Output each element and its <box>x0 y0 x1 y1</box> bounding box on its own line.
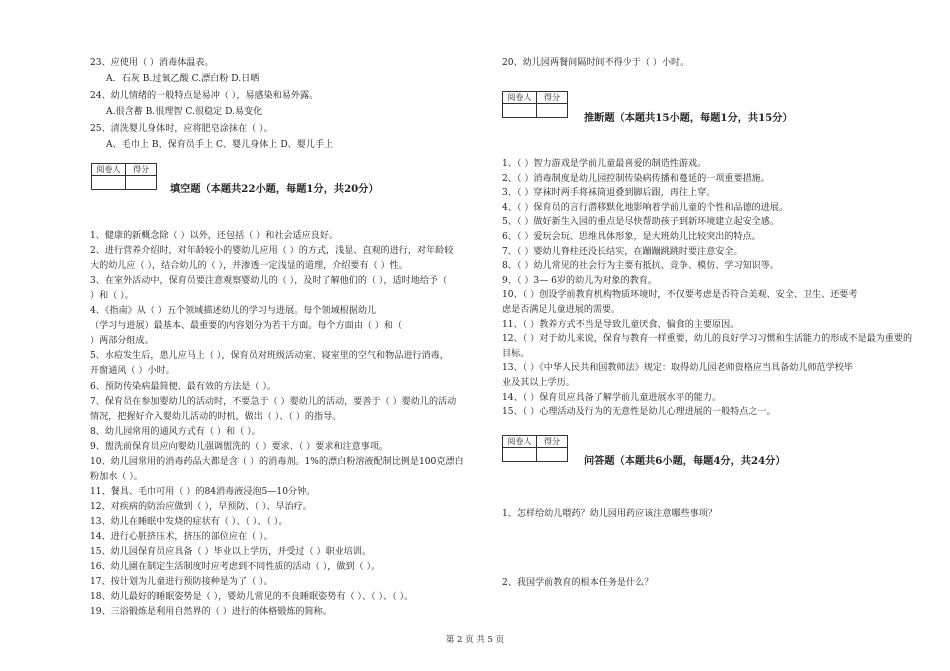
fill-line: 10、幼儿园常用的消毒药品大都是含（ ）的消毒剂。1%的漂白粉溶液配制比例是100克漂白 <box>90 456 464 467</box>
fill-line: ）两部分组成。 <box>90 336 154 347</box>
fill-line: 13、幼儿在睡眠中发烧的症状有（ ）、（ ）、（ ）。 <box>90 516 288 527</box>
fill-line: 开窗通风（ ）小时。 <box>90 366 175 377</box>
judge-line: 13、（ ）《中华人民共和国教师法》规定：取得幼儿园老师资格应当具备幼儿师范学校毕 <box>502 363 853 374</box>
judge-line: 8、（ ）幼儿常见的社会行为主要有抵抗、竞争、模仿、学习知识等。 <box>502 261 779 272</box>
fill-line: 3、在室外活动中，保育员要注意观察婴幼儿的（ ），及时了解他们的（ ），适时地给予（ <box>90 276 448 287</box>
fill-line: 14、进行心脏挤压术，挤压的部位应在（ ）。 <box>90 532 273 542</box>
fill-line: 15、幼儿园保育员应具备（ ）毕业以上学历，并受过（ ）职业培训。 <box>90 547 372 558</box>
judge-line: 12、（ ）对于幼儿来说，保育与教育一样重要，幼儿的良好学习习惯和生活能力的形成不是最为重要的 <box>502 334 913 345</box>
mc-line: 23、应使用（ ）消毒体温表。 <box>90 58 214 68</box>
judge-line: 目标。 <box>502 348 530 359</box>
score-cell[interactable] <box>537 104 568 118</box>
fill-score-box <box>91 163 157 190</box>
fill-line: 6、预防传染病最简便、最有效的方法是（ ）。 <box>90 381 277 392</box>
judge-line: 2、（ ）消毒制度是幼儿园控制传染病传播和蔓延的一项重要措施。 <box>502 173 770 184</box>
fill-line: 19、三浴锻炼是利用自然界的（ ）进行的体格锻炼的简称。 <box>90 607 332 618</box>
fill-line: 7、保育员在参加婴幼儿的活动时，不要急于（ ）婴幼儿的活动，要善于（ ）婴幼儿的活动 <box>90 396 457 407</box>
fill-line: 2、进行营养介绍时，对年龄较小的婴幼儿应用（ ）的方式，浅显、直观的进行，对年龄较 <box>90 246 454 257</box>
fill-line: 粉加水（ ）。 <box>90 471 143 482</box>
fill-line: （学习与进展）最基本、最重要的内容划分为若干方面。每个方面由（ ）和（ <box>90 321 403 332</box>
page-number: 第 2 页 共 5 页 <box>445 635 505 645</box>
fill-line: 8、幼儿园常用的通风方式有（ ）和（ ）。 <box>90 426 261 437</box>
fill-line: 16、幼儿園在制定生活制度时应考虑到不同性质的活动（ ），做到（ ）。 <box>90 562 381 573</box>
reviewer-cell[interactable] <box>503 104 537 118</box>
mc-line: A．石灰 B.过氧乙酸 C.漂白粉 D.日晒 <box>106 74 260 85</box>
fill-line: 4、《指南》从（ ）五个领域描述幼儿的学习与进展。每个领域根据幼儿 <box>90 306 377 317</box>
fill-line: ）和（ ）。 <box>90 291 134 302</box>
question-20: 20、幼儿园两餐间隔时间不得少于（ ）小时。 <box>502 58 690 68</box>
score-label: 得分 <box>126 164 157 176</box>
judge-line: 5、（ ）做好新生入园的重点是尽快帮助孩子到新环境建立起安全感。 <box>502 217 779 228</box>
judge-line: 虑是否满足儿童进展的需要。 <box>502 305 621 315</box>
judge-line: 7、（ ）婴幼儿脊柱还没长结实，在蹦蹦跳跳时要注意安全。 <box>502 246 743 257</box>
qa-section-title: 问答题（本题共6小题，每题4分，共24分） <box>584 455 786 467</box>
mc-line: A.很含蓄 B.很理智 C.很稳定 D.易变化 <box>106 107 263 118</box>
fill-line: 18、幼儿最好的睡眠姿势是（ ），婴幼儿常见的不良睡眠姿势有（ ）、（ ）、（ ）。 <box>90 592 414 603</box>
judge-line: 14、（ ）保育员应具备了解学前儿童进展水平的能力。 <box>502 392 722 403</box>
judge-section-title: 推断题（本题共15小题，每题1分，共15分） <box>584 112 793 124</box>
judge-line: 15、（ ）心理活动及行为的无意性是幼儿心理进展的一般特点之一。 <box>502 407 776 418</box>
fill-line: 9、盥洗前保育员应向婴幼儿强调盥洗的（ ）要求、（ ）要求和注意事项。 <box>90 441 389 452</box>
fill-line: 情况，把握好介入婴幼儿活动的时机，做出（ ）、（ ）的指导。 <box>90 411 342 422</box>
fill-line: 大的幼儿应（ ），结合幼儿的（ ），并渗透一定浅显的道理，介绍要有（ ）性。 <box>90 261 408 272</box>
judge-line: 9、（ ）3— 6岁的幼儿为对象的教育。 <box>502 275 657 286</box>
reviewer-cell[interactable] <box>92 176 126 190</box>
mc-line: 25、清洗婴儿身体时，应将肥皂涂抹在（ ）。 <box>90 123 273 134</box>
score-cell[interactable] <box>126 176 157 190</box>
qa-question: 2、我国学前教育的根本任务是什么？ <box>502 578 654 588</box>
fill-line: 1、健康的新概念除（ ）以外，还包括（ ）和社会适应良好。 <box>90 231 339 241</box>
judge-line: 3、（ ）穿袜时两手将袜筒退叠到脚后跟，再往上穿。 <box>502 188 716 199</box>
fill-line: 12、对疾病的防治应做到（ ），早预防、（ ）、早治疗。 <box>90 501 312 512</box>
mc-line: 24、幼儿情绪的一般特点是易冲（ ），易感染和易外露。 <box>90 90 319 101</box>
fill-line: 17、按计划为儿童进行预防接种是为了（ ）。 <box>90 577 273 588</box>
judge-score-box <box>502 91 568 118</box>
reviewer-label: 阅卷人 <box>92 164 126 176</box>
judge-line: 10、（ ）创设学前教育机构物质环境时，不仅要考虑是否符合美观、安全、卫生、还要考 <box>502 290 858 301</box>
score-label: 得分 <box>537 436 568 448</box>
judge-line: 4、（ ）保育员的言行潜移默化地影响着学前儿童的个性和品德的进展。 <box>502 202 789 213</box>
judge-line: 业及其以上学历。 <box>502 378 575 388</box>
fill-line: 5、水痘发生后，患儿应马上（ ），保育员对班级活动室、寝室里的空气和物品进行消毒， <box>90 351 449 362</box>
reviewer-cell[interactable] <box>503 448 537 462</box>
qa-question: 1、怎样给幼儿喂药？幼儿园用药应该注意哪些事项？ <box>502 509 717 519</box>
reviewer-label: 阅卷人 <box>503 92 537 104</box>
fill-section-title: 填空题（本题共22小题，每题1分，共20分） <box>170 183 379 195</box>
qa-score-box <box>502 435 568 462</box>
score-cell[interactable] <box>537 448 568 462</box>
judge-line: 1、（ ）智力游戏是学前儿童最喜爱的制造性游戏。 <box>502 159 707 169</box>
fill-line: 11、餐具、毛巾可用（ ）的84消毒液浸泡5—10分钟。 <box>90 486 316 497</box>
judge-line: 6、（ ）爱玩会玩、思维具体形象，是大班幼儿比较突出的特点。 <box>502 232 761 242</box>
judge-line: 11、（ ）教养方式不当是导致儿童厌食、偏食的主要原因。 <box>502 319 740 330</box>
mc-line: A、毛巾上 B、保育员手上 C、婴儿身体上 D、婴儿手上 <box>106 140 334 150</box>
reviewer-label: 阅卷人 <box>503 436 537 448</box>
score-label: 得分 <box>537 92 568 104</box>
